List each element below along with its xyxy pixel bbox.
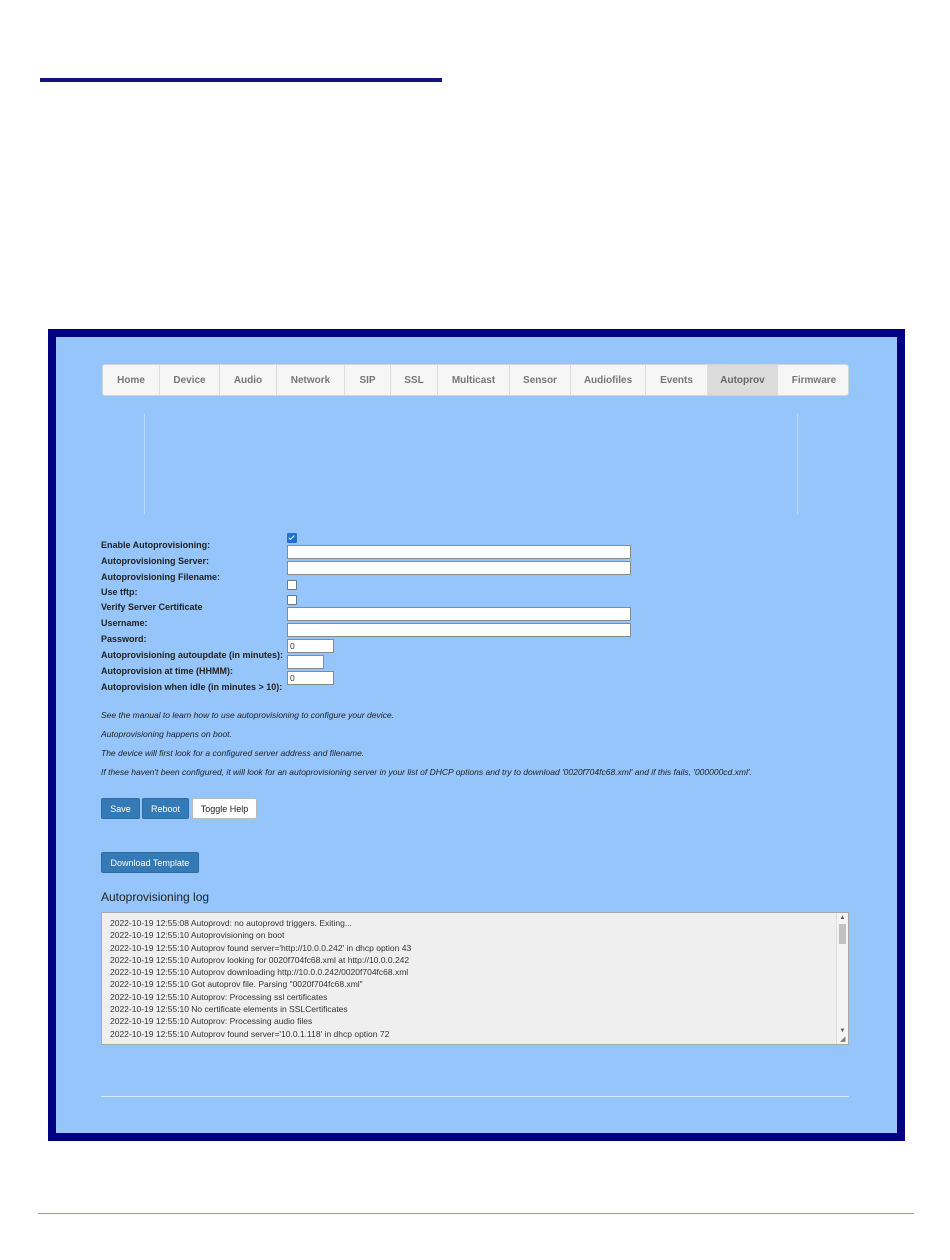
enable-label: Enable Autoprovisioning: [101,540,211,550]
tftp-checkbox[interactable] [287,580,297,590]
tab-events[interactable]: Events [646,365,708,395]
tab-home[interactable]: Home [103,365,160,395]
server-label: Autoprovisioning Server: [101,556,210,566]
help-line-1: See the manual to learn how to use autoprovisioning to configure your device. [101,710,394,720]
log-line: 2022-10-19 12:55:10 Autoprov found server='http://10.0.0.242' in dhcp option 43 [110,942,412,953]
screenshot-frame [48,329,905,1141]
toggle-help-button[interactable]: Toggle Help [192,798,257,819]
tab-firmware[interactable]: Firmware [791,374,837,386]
scroll-down-icon[interactable]: ▼ [839,1028,846,1034]
log-line: 2022-10-19 12:55:10 Autoprov downloading http://10.0.0.242/0020f704fc68.xml [110,967,409,978]
tab-sip[interactable]: SIP [345,365,391,395]
log-title: Autoprovisioning log [101,890,210,904]
save-button[interactable]: Save [101,798,140,819]
web-ui-panel [56,337,897,1133]
username-label: Username: [101,618,148,628]
tab-network[interactable]: Network [277,365,345,395]
log-line: 2022-10-19 12:55:10 Autoprov looking for 0020f704fc68.xml at http://10.0.0.242 [110,954,410,965]
footer-divider [101,1096,849,1097]
attime-label: Autoprovision at time (HHMM): [101,666,233,676]
tab-device[interactable]: Device [160,365,220,395]
password-input[interactable] [287,623,631,637]
scroll-up-icon[interactable]: ▲ [839,915,846,921]
verify-checkbox[interactable] [287,595,297,605]
log-line: 2022-10-19 12:55:10 Autoprov found server='10.0.1.118' in dhcp option 72 [110,1028,390,1039]
log-line: 2022-10-19 12:55:10 Got autoprov file. Parsing "0020f704fc68.xml" [110,979,363,990]
tab-ssl[interactable]: SSL [391,365,438,395]
log-line: 2022-10-19 12:55:08 Autoprovd: no autoprovd triggers. Exiting... [110,918,352,928]
log-scrollbar[interactable] [836,913,848,1044]
document-footer-rule [38,1213,914,1214]
log-lines [110,917,834,1040]
tab-audiofiles[interactable]: Audiofiles [571,365,646,395]
autoupdate-input[interactable] [287,639,334,653]
help-line-3: The device will first look for a configured server address and filename. [101,748,365,758]
download-template-button[interactable]: Download Template [101,852,199,873]
idle-input[interactable] [287,671,334,685]
filename-label: Autoprovisioning Filename: [101,572,221,582]
autoprov-log-textarea[interactable] [101,912,849,1045]
log-line: 2022-10-19 12:55:10 No certificate elements in SSLCertificates [110,1004,348,1015]
tftp-label: Use tftp: [101,587,138,597]
attime-input[interactable] [287,655,324,669]
tab-audio[interactable]: Audio [220,365,277,395]
help-line-2: Autoprovisioning happens on boot. [101,729,232,739]
log-line: 2022-10-19 12:55:10 Autoprov: Processing ssl certificates [110,991,328,1002]
log-line: 2022-10-19 12:55:10 Autoprov: Processing audio files [110,1016,313,1027]
idle-label: Autoprovision when idle (in minutes > 10): [101,682,283,692]
scroll-thumb[interactable] [839,924,846,944]
server-input[interactable] [287,545,631,559]
reboot-button[interactable]: Reboot [142,798,189,819]
tab-autoprov[interactable]: Autoprov [708,365,778,395]
autoupdate-label: Autoprovisioning autoupdate (in minutes): [101,650,283,660]
verify-label: Verify Server Certificate [101,602,203,612]
enable-checkbox[interactable] [287,533,297,543]
tab-multicast[interactable]: Multicast [438,365,510,395]
username-input[interactable] [287,607,631,621]
resize-grip-icon[interactable]: ◢ [840,1036,846,1043]
help-content-area [144,414,798,514]
help-line-4: If these haven't been configured, it will look for an autoprovisioning server in your list of DHCP options and try to download '0020f704fc68.xml' and if this fails, '000000cd.xml'. [101,767,752,777]
filename-input[interactable] [287,561,631,575]
nav-tabs [102,364,849,396]
tab-sensor[interactable]: Sensor [510,365,571,395]
log-line: 2022-10-19 12:55:10 Autoprovisioning on boot [110,930,285,941]
document-header-rule [40,78,442,82]
password-label: Password: [101,634,147,644]
